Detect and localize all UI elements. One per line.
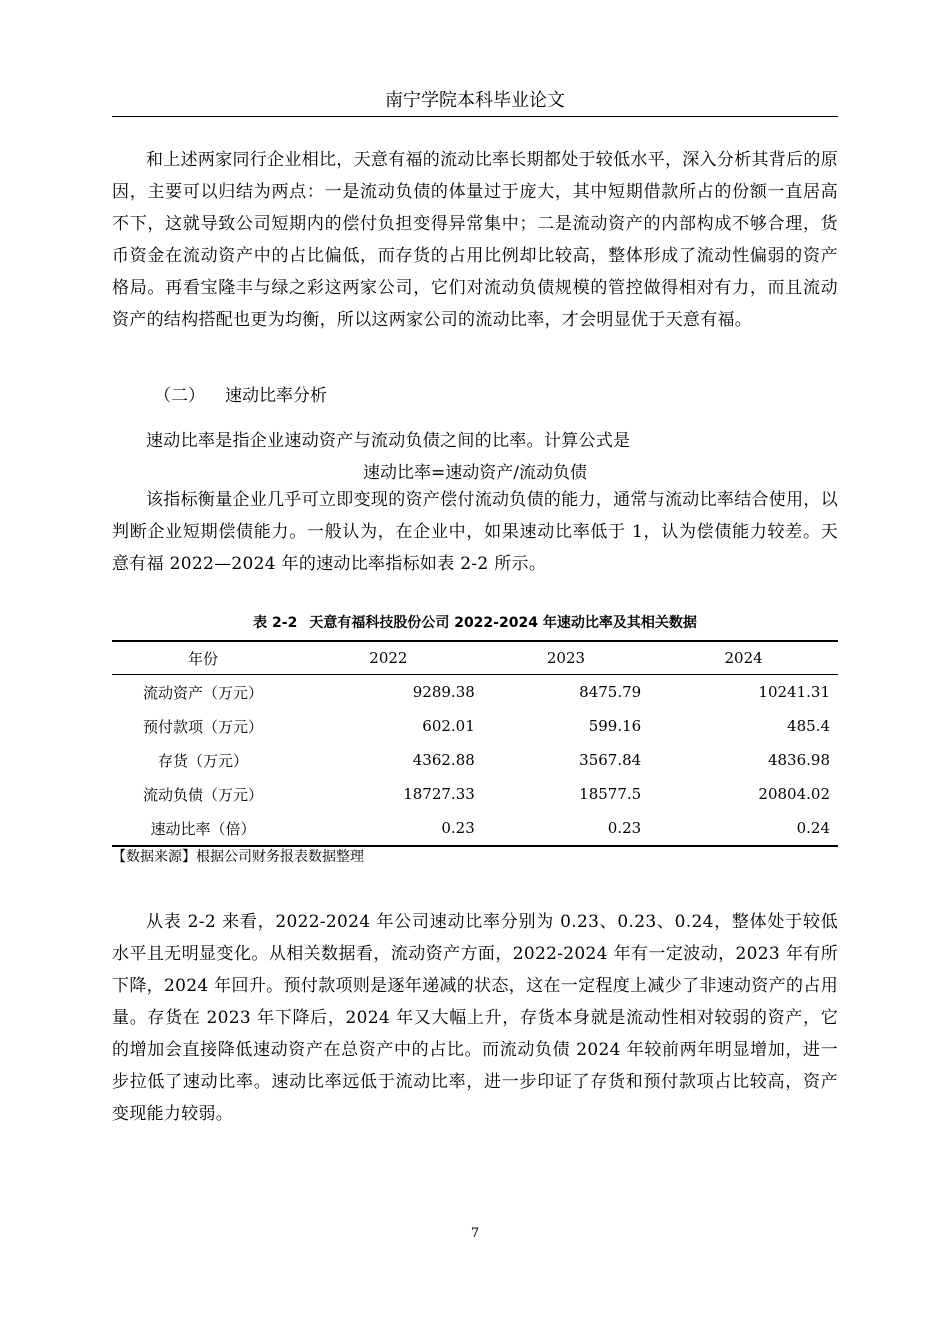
table-cell: 0.24 (649, 811, 838, 846)
page-number: 7 (470, 1226, 480, 1241)
table-cell: 4836.98 (767, 751, 830, 769)
table-cell: 9289.38 (412, 683, 475, 701)
table-cell: 602.01 (422, 717, 475, 735)
table-row-label: 速动比率（倍） (112, 811, 294, 846)
section-number: （二） (154, 386, 205, 406)
table-header-row (112, 641, 838, 675)
table-cell: 3567.84 (579, 751, 642, 769)
table-header-cell: 2022 (294, 641, 483, 675)
paragraph-current-ratio-analysis: 和上述两家同行企业相比，天意有福的流动比率长期都处于较低水平，深入分析其背后的原因，主要可以归结为两点：一是流动负债的体量过于庞大，其中短期借款所占的份额一直居高不下，这就导致公司短期内的偿付负担变得异常集中；二是流动资产的内部构成不够合理，货币资金在流动资产中的占比偏低，而存货的占用比例却比较高，整体形成了流动性偏弱的资产格局。再看宝隆丰与绿之彩这两家公司，它们对流动负债规模的管控做得相对有力，而且流动资产的结构搭配也更为均衡，所以这两家公司的流动比率，才会明显优于天意有福。 (112, 150, 838, 330)
table-cell: 4362.88 (412, 751, 475, 769)
table-cell: 485.4 (787, 717, 830, 735)
table-header-cell: 2023 (483, 641, 649, 675)
paragraph-quick-ratio-definition: 速动比率是指企业速动资产与流动负债之间的比率。计算公式是 (146, 431, 631, 451)
page-header-title: 南宁学院本科毕业论文 (385, 90, 565, 111)
formula: 速动比率=速动资产/流动负债 (363, 463, 587, 483)
table-row-label: 流动资产（万元） (142, 683, 263, 702)
table-row-label: 存货（万元） (157, 751, 248, 770)
table-row (112, 709, 838, 743)
paragraph-quick-ratio-meaning: 该指标衡量企业几乎可立即变现的资产偿付流动负债的能力，通常与流动比率结合使用，以判断企业短期偿债能力。一般认为，在企业中，如果速动比率低于 1，认为偿债能力较差。天意有福 2022—2024 年的速动比率指标如表 2-2 所示。 (112, 490, 838, 574)
table-source-note: 【数据来源】根据公司财务报表数据整理 (112, 849, 364, 865)
table-cell: 599.16 (588, 717, 642, 735)
section-heading (154, 381, 327, 411)
table-row (112, 811, 838, 846)
table-header-cell: 年份 (112, 641, 294, 675)
table-cell: 10241.31 (758, 683, 830, 701)
table-caption (112, 612, 838, 632)
table-row (112, 743, 838, 777)
table-cell: 0.23 (483, 811, 649, 846)
table-row (112, 675, 838, 710)
table-cell: 20804.02 (758, 785, 830, 803)
table-cell: 18727.33 (403, 785, 475, 803)
paragraph-quick-ratio-analysis: 从表 2-2 来看，2022-2024 年公司速动比率分别为 0.23、0.23、0.24，整体处于较低水平且无明显变化。从相关数据看，流动资产方面，2022-2024 年有一定波动，2023 年有所下降，2024 年回升。预付款项则是逐年递减的状态，这在一定程度上减少了非速动资产的占用量。存货在 2023 年下降后，2024 年又大幅上升，存货本身就是流动性相对较弱的资产，它的增加会直接降低速动资产在总资产中的占比。而流动负债 2024 年较前两年明显增加，进一步拉低了速动比率。速动比率远低于流动比率，进一步印证了存货和预付款项占比较高，资产变现能力较弱。 (112, 912, 838, 1124)
table-row-label: 预付款项（万元） (142, 717, 263, 736)
header-rule (112, 116, 838, 117)
quick-ratio-table (112, 640, 838, 847)
table-row (112, 777, 838, 811)
table-caption-number: 表 2-2 (253, 615, 298, 631)
table-header-cell: 2024 (649, 641, 838, 675)
table-cell: 8475.79 (579, 683, 642, 701)
table-caption-title: 天意有福科技股份公司 2022-2024 年速动比率及其相关数据 (309, 615, 697, 631)
table-cell: 0.23 (294, 811, 483, 846)
table-cell: 18577.5 (579, 785, 642, 803)
table-row-label: 流动负债（万元） (142, 785, 263, 804)
section-title: 速动比率分析 (225, 386, 327, 406)
